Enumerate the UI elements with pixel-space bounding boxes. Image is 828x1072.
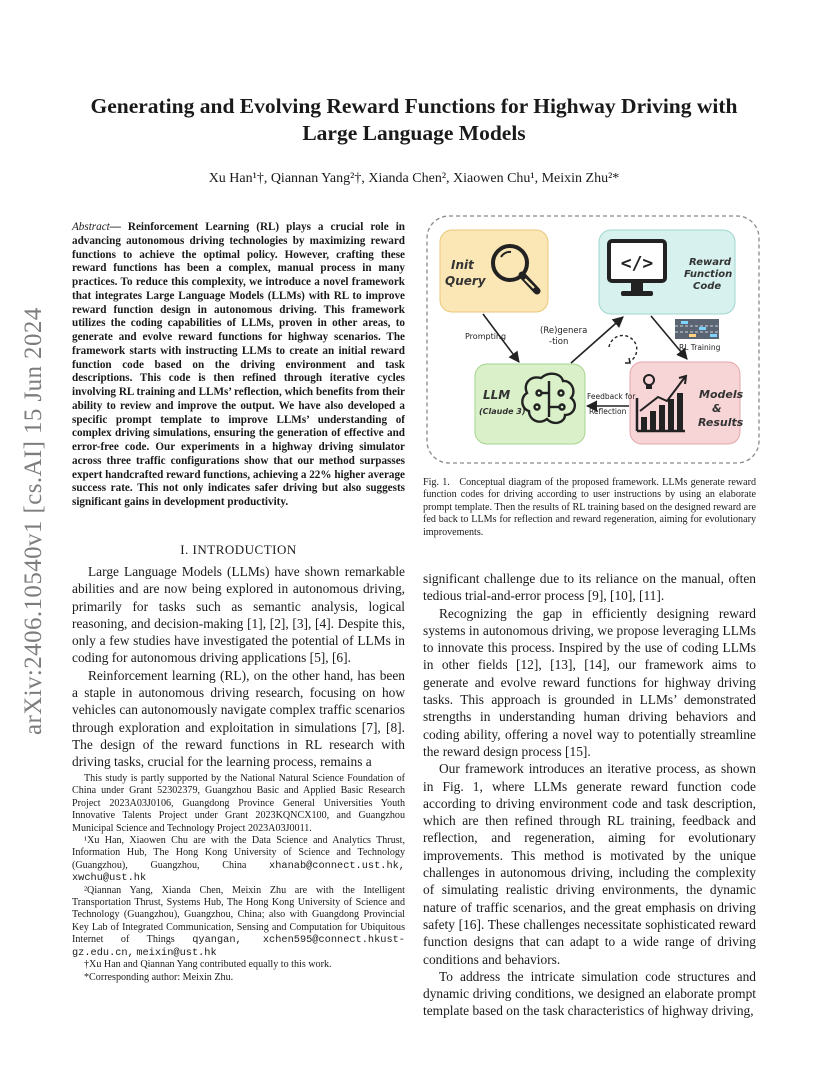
prompting-label: Prompting: [465, 332, 507, 341]
author-list: Xu Han¹†, Qiannan Yang²†, Xianda Chen², Xiaowen Chu¹, Meixin Zhu²*: [208, 171, 620, 186]
regeneration-label-2: -tion: [549, 337, 569, 347]
footnote-equal-contribution: †Xu Han and Qiannan Yang contributed equally to this work.: [84, 959, 332, 971]
framework-diagram: [423, 213, 763, 468]
paragraph: significant challenge due to its reliance on the manual, often tedious trial-and-error process [9], [10], [11].: [423, 571, 756, 604]
regeneration-arrow: [571, 317, 623, 363]
feedback-label-2: Reflection: [589, 407, 627, 416]
code-glyph: </>: [620, 253, 654, 274]
affiliation-2-text: ²Qiannan Yang, Xianda Chen, Meixin Zhu are with the Intelligent Transportation Thrust, Systems Hub, The Hong Kong University of Science and Technology (Guangzhou), Guangzhou, China; also with Guangdong Provincial Key Lab of Integrated Communication, Sensing and Computation for Ubiquitous Internet of Things: [72, 884, 405, 946]
figure-1: [423, 213, 763, 468]
llm-model-label: (Claude 3): [479, 407, 526, 416]
models-results-box: [630, 362, 744, 444]
title-line-1: Generating and Evolving Reward Functions for Highway Driving with: [90, 94, 738, 118]
title-line-2: Large Language Models: [302, 121, 526, 145]
footnote-affiliation-1: [72, 835, 405, 885]
ampersand-label: &: [712, 402, 722, 415]
init-label: Init: [451, 258, 474, 272]
paragraph: Reinforcement learning (RL), on the other hand, has been a staple in autonomous driving research, focusing on how vehicles can autonomously navigate complex traffic scenarios through exploration and exploitation in simulations [7], [8]. The design of the reward functions in RL research with driving tasks, crucial for the learning process, remains a: [72, 667, 405, 770]
feedback-label-1: Feedback for: [587, 392, 636, 401]
code-label: Code: [693, 281, 722, 292]
affiliation-1-text: ¹Xu Han, Xiaowen Chu are with the Data Science and Analytics Thrust, Information Hub, The Hong Kong University of Science and Technology (Guangzhou), Guangzhou, China: [72, 835, 405, 871]
email-link[interactable]: xhanab@connect.ust.hk,: [269, 859, 405, 872]
caption-label: Fig. 1.: [423, 477, 450, 488]
footnote-affiliation-2: [72, 885, 405, 959]
models-label: Models: [699, 388, 744, 401]
reward-code-box: [599, 230, 735, 314]
left-column-body: [72, 563, 405, 771]
paragraph: Large Language Models (LLMs) have shown remarkable abilities and are now being explored in autonomous driving, primarily for tasks such as semantic analysis, logical reasoning, and decision-making [1], [2], [3], [4]. Despite this, only a few studies have investigated the potential of LLMs in coding for autonomous driving applications [5], [6].: [72, 564, 405, 666]
llm-box: [475, 364, 585, 444]
caption-text: Conceptual diagram of the proposed framework. LLMs generate reward function codes for driving according to user instructions by using an elaborate prompt template. Then the results of RL training based on the designed reward are fed back to LLMs for reflection and reward regeneration, aiming for evolutionary improvements.: [423, 477, 756, 538]
regeneration-label-1: (Re)genera: [540, 326, 588, 336]
paragraph: Our framework introduces an iterative process, as shown in Fig. 1, where LLMs generate reward function code according to driving environment code and task description, which are then refined through RL training, feedback and reflection, and regeneration, aiming for evolutionary improvements. This method is motivated by the unique challenges in autonomous driving, including the complexity of simulating realistic driving environments, the dynamic nature of traffic scenarios, and the great emphasis on driving safety [16]. These challenges necessitate sophisticated reward function designs that can adapt to a wide range of driving conditions and behaviors.: [423, 761, 756, 967]
init-query-box: [440, 230, 548, 312]
footnote-funding: This study is partly supported by the National Natural Science Foundation of China under Grant 52302379, Guangzhou Basic and Applied Basic Research Project 2023A03J0106, Guangdong Province General Universities Youth Innovative Talents Project under Grant 2023KQNCX100, and Guangzhou Municipal Science and Technology Project 2023A03J0011.: [72, 773, 405, 834]
email-link[interactable]: xwchu@ust.hk: [72, 872, 147, 885]
rl-training-label: RL Training: [679, 343, 721, 352]
right-column-body: [423, 570, 756, 1020]
section-heading: I. INTRODUCTION: [180, 542, 297, 557]
abstract-text: — Reinforcement Learning (RL) plays a crucial role in advancing autonomous driving technologies by maximizing reward functions to achieve the optimal policy. However, crafting these reward functions has been a complex, manual process in many practices. To reduce this complexity, we introduce a novel framework that integrates Large Language Models (LLMs) with RL to improve reward function design in autonomous driving. This framework utilizes the coding capabilities of LLMs, proven in other areas, to generate and evolve reward functions for highway scenarios. The framework starts with instructing LLMs to create an initial reward function code based on the driving environment and task descriptions. This code is then refined through iterative cycles involving RL training and LLMs’ reflection, which benefits from their ability to review and improve the output. We have also developed a specific prompt template to improve LLMs’ understanding of complex driving simulations, ensuring the generation of effective and error-free code. Our experiments in a highway driving simulator across three traffic configurations show that our method surpasses expert handcrafted reward functions, achieving a 22% higher average success rate. This not only indicates safer driving but also suggests significant gains in development productivity.: [72, 221, 405, 508]
paragraph: To address the intricate simulation code structures and dynamic driving conditions, we designed an elaborate prompt template based on the task characteristics of highway driving,: [423, 968, 756, 1019]
email-link[interactable]: meixin@ust.hk: [136, 946, 217, 959]
footnote-corresponding: *Corresponding author: Meixin Zhu.: [84, 971, 234, 983]
query-label: Query: [445, 274, 486, 288]
footnotes: [72, 773, 405, 984]
email-link[interactable]: qyangan, xchen595@connect.hkust-gz.edu.cn,: [72, 934, 405, 959]
paragraph: Recognizing the gap in efficiently designing reward systems in autonomous driving, we propose leveraging LLMs to innovate this process. Inspired by the use of coding LLMs in other fields [12], [13], [14], our framework aims to generate and evolve reward functions for highway driving tasks. This approach is grounded in LLMs’ demonstrated strengths in understanding human driving behaviors and coding ability, offering a novel way to potentially streamline the reward design process [15].: [423, 605, 756, 759]
llm-label: LLM: [483, 388, 511, 402]
arxiv-identifier: arXiv:2406.10540v1 [cs.AI] 15 Jun 2024: [20, 307, 47, 735]
highway-road-icon: [675, 319, 719, 339]
abstract-label: Abstract: [72, 221, 110, 233]
paper-title: [60, 93, 768, 147]
abstract: [72, 221, 405, 510]
results-label: Results: [698, 416, 744, 429]
figure-caption: [423, 477, 756, 539]
cycle-arrows-icon: [609, 335, 637, 363]
function-label: Function: [684, 269, 733, 280]
reward-label: Reward: [689, 257, 732, 268]
